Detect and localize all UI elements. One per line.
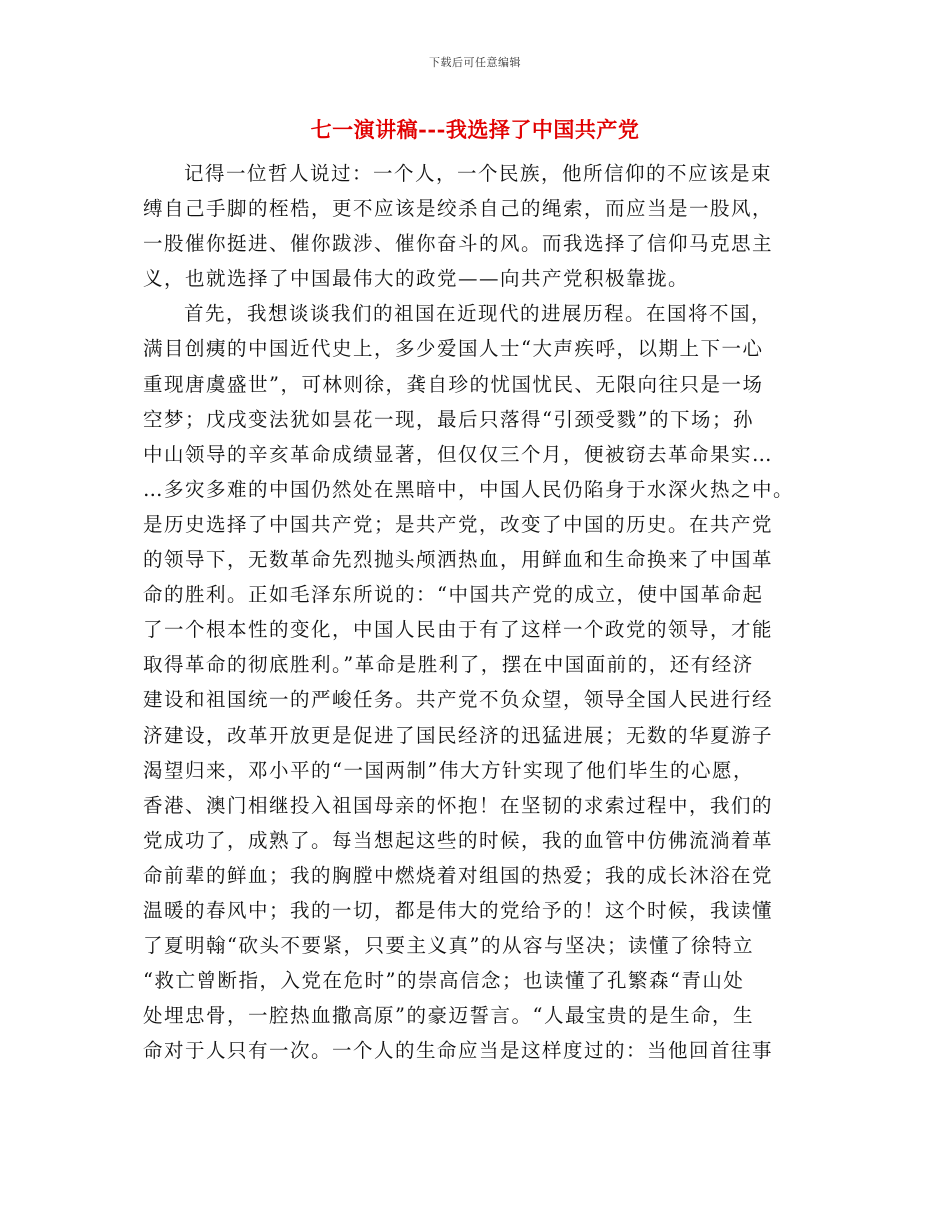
body-line: 命前辈的鲜血；我的胸膛中燃烧着对组国的热爱；我的成长沐浴在党 [143, 863, 774, 887]
body-line: “救亡曾断指，入党在危时”的崇高信念；也读懂了孔繁森“青山处 [143, 969, 745, 993]
body-line: 济建设，改革开放更是促进了国民经济的迅猛进展；无数的华夏游子 [143, 723, 774, 747]
body-line: 中山领导的辛亥革命成绩显著，但仅仅三个月，便被窃去革命果实… [143, 442, 774, 466]
body-line: 渴望归来，邓小平的“一国两制”伟大方针实现了他们毕生的心愿， [143, 758, 754, 782]
body-line: …多灾多难的中国仍然处在黑暗中，中国人民仍陷身于水深火热之中。 [143, 477, 795, 501]
body-line: 命对于人只有一次。一个人的生命应当是这样度过的：当他回首往事 [143, 1039, 774, 1063]
body-line: 建设和祖国统一的严峻任务。共产党不负众望，领导全国人民进行经 [143, 688, 774, 712]
body-line: 记得一位哲人说过：一个人，一个民族，他所信仰的不应该是束 [184, 162, 773, 185]
document-title: 七一演讲稿---我选择了中国共产党 [310, 117, 640, 142]
body-line: 温暖的春风中；我的一切，都是伟大的党给予的！这个时候，我读懂 [143, 898, 774, 922]
body-line: 缚自己手脚的桎梏，更不应该是绞杀自己的绳索，而应当是一股风， [143, 197, 774, 221]
body-line: 义，也就选择了中国最伟大的政党——向共产党积极靠拢。 [143, 267, 690, 291]
body-line: 了一个根本性的变化，中国人民由于有了这样一个政党的领导，才能 [143, 618, 774, 642]
body-line: 香港、澳门相继投入祖国母亲的怀抱！在坚韧的求索过程中，我们的 [143, 793, 774, 817]
body-line: 党成功了，成熟了。每当想起这些的时候，我的血管中仿佛流淌着革 [143, 828, 774, 852]
body-line: 一股催你挺进、催你跋涉、催你奋斗的风。而我选择了信仰马克思主 [143, 232, 774, 256]
body-line: 重现唐虞盛世”，可林则徐，龚自珍的忧国忧民、无限向往只是一场 [143, 372, 764, 396]
body-line: 命的胜利。正如毛泽东所说的：“中国共产党的成立，使中国革命起 [143, 583, 764, 607]
body-line: 空梦；戊戌变法犹如昙花一现，最后只落得“引颈受戮”的下场；孙 [143, 407, 754, 431]
page-header: 下载后可任意编辑 [429, 56, 521, 69]
body-line: 满目创痍的中国近代史上，多少爱国人士“大声疾呼，以期上下一心 [143, 337, 764, 361]
body-line: 了夏明翰“砍头不要紧，只要主义真”的从容与坚决；读懂了徐特立 [143, 934, 754, 958]
document-body [143, 156, 811, 1068]
body-line: 首先，我想谈谈我们的祖国在近现代的进展历程。在国将不国， [184, 302, 773, 326]
body-line: 处埋忠骨，一腔热血撒高原”的豪迈誓言。“人最宝贵的是生命，生 [143, 1004, 754, 1028]
body-line: 是历史选择了中国共产党；是共产党，改变了中国的历史。在共产党 [143, 512, 774, 536]
body-line: 的领导下，无数革命先烈抛头颅洒热血，用鲜血和生命换来了中国革 [143, 548, 774, 572]
body-line: 取得革命的彻底胜利。”革命是胜利了，摆在中国面前的，还有经济 [143, 653, 754, 677]
